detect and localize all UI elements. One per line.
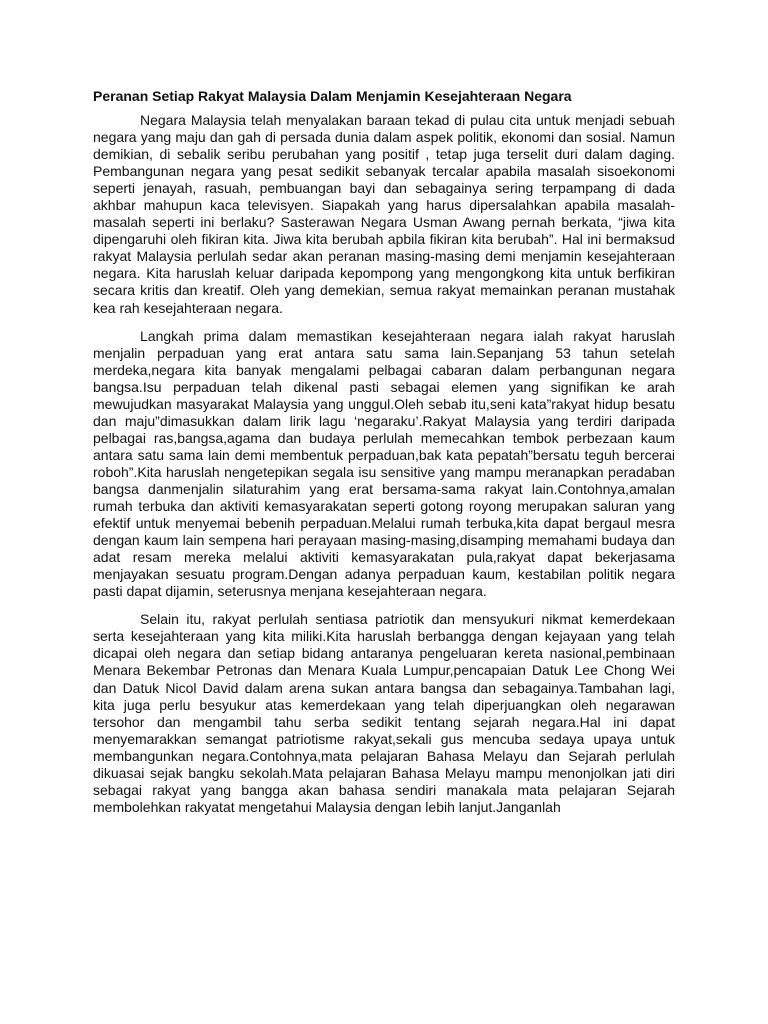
document-page	[93, 86, 675, 827]
paragraph-1: Negara Malaysia telah menyalakan baraan tekad di pulau cita untuk menjadi sebuah negara yang maju dan gah di persada dunia dalam aspek politik, ekonomi dan sosial. Namun demikian, di sebalik seribu perubahan yang positif , tetap juga terselit duri dalam daging. Pembangunan negara yang pesat sedikit sebanyak tercalar apabila masalah sisoekonomi seperti jenayah, rasuah, pembuangan bayi dan sebagainya sering terpampang di dada akhbar mahupun kaca televisyen. Siapakah yang harus dipersalahkan apabila masalah-masalah seperti ini berlaku? Sasterawan Negara Usman Awang pernah berkata, “jiwa kita dipengaruhi oleh fikiran kita. Jiwa kita berubah apbila fikiran kita berubah”. Hal ini bermaksud rakyat Malaysia perlulah sedar akan peranan masing-masing demi menjamin kesejahteraan negara. Kita haruslah keluar daripada kepompong yang mengongkong kita untuk berfikiran secara kritis dan kreatif. Oleh yang demekian, semua rakyat memainkan peranan mustahak kea rah kesejahteraan negara.	[93, 112, 675, 316]
paragraph-2: Langkah prima dalam memastikan kesejahteraan negara ialah rakyat haruslah menjalin perpaduan yang erat antara satu sama lain.Sepanjang 53 tahun setelah merdeka,negara kita banyak mengalami pelbagai cabaran dalam perbangunan negara bangsa.Isu perpaduan telah dikenal pasti sebagai elemen yang signifikan ke arah mewujudkan masyarakat Malaysia yang unggul.Oleh sebab itu,seni kata”rakyat hidup besatu dan maju”dimasukkan dalam lirik lagu ‘negaraku’.Rakyat Malaysia yang terdiri daripada pelbagai ras,bangsa,agama dan budaya perlulah memecahkan tembok perbezaan kaum antara satu sama lain demi membentuk perpaduan,bak kata pepatah”bersatu teguh bercerai roboh”.Kita haruslah nengetepikan segala isu sensitive yang mampu meranapkan peradaban bangsa danmenjalin silaturahim yang erat bersama-sama rakyat lain.Contohnya,amalan rumah terbuka dan aktiviti kemasyarakatan seperti gotong royong merupakan saluran yang efektif untuk menyemai bebenih perpaduan.Melalui rumah terbuka,kita dapat bergaul mesra dengan kaum lain sempena hari perayaan masing-masing,disamping memahami budaya dan adat resam mereka melalui aktiviti kemasyarakatan pula,rakyat dapat bekerjasama menjayakan sesuatu program.Dengan adanya perpaduan kaum, kestabilan politik negara pasti dapat dijamin, seterusnya menjana kesejahteraan negara.	[93, 327, 675, 600]
document-title: Peranan Setiap Rakyat Malaysia Dalam Menjamin Kesejahteraan Negara	[93, 88, 572, 104]
paragraph-3: Selain itu, rakyat perlulah sentiasa patriotik dan mensyukuri nikmat kemerdekaan serta kesejahteraan yang kita miliki.Kita haruslah berbangga dengan kejayaan yang telah dicapai oleh negara dan setiap bidang antaranya pengeluaran kereta nasional,pembinaan Menara Bekembar Petronas dan Menara Kuala Lumpur,pencapaian Datuk Lee Chong Wei dan Datuk Nicol David dalam arena sukan antara bangsa dan sebagainya.Tambahan lagi, kita juga perlu besyukur atas kemerdekaan yang telah diperjuangkan oleh negarawan tersohor dan mengambil tahu serba sedikit tentang sejarah negara.Hal ini dapat menyemarakkan semangat patriotisme rakyat,sekali gus mencuba sedaya upaya untuk membangunkan negara.Contohnya,mata pelajaran Bahasa Melayu dan Sejarah perlulah dikuasai sejak bangku sekolah.Mata pelajaran Bahasa Melayu mampu menonjolkan jati diri sebagai rakyat yang bangga akan bahasa sendiri manakala mata pelajaran Sejarah membolehkan rakyatat mengetahui Malaysia dengan lebih lanjut.Janganlah	[93, 611, 675, 815]
